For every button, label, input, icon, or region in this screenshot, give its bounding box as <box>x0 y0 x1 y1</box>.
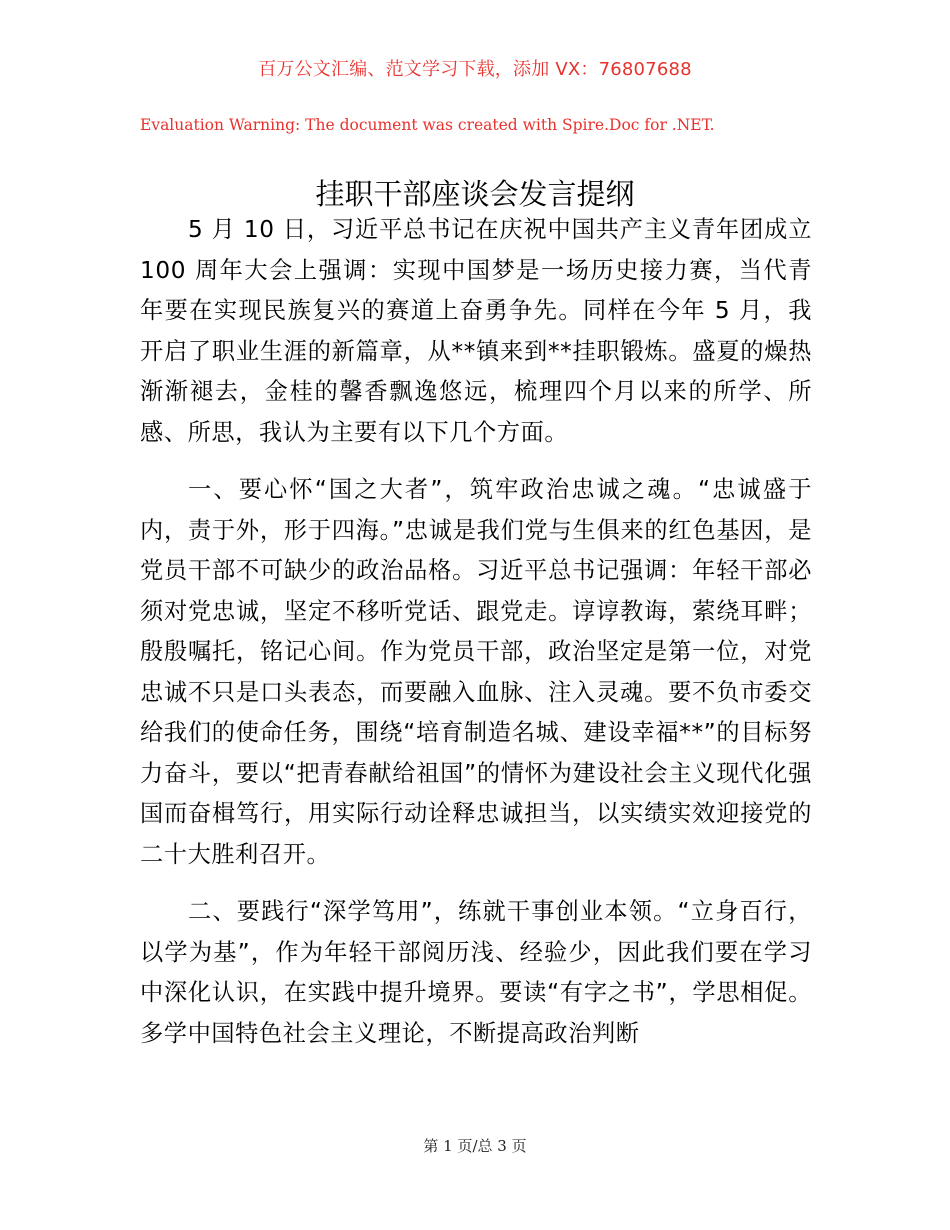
evaluation-warning: Evaluation Warning: The document was created with Spire.Doc for .NET. <box>140 116 715 134</box>
document-body <box>140 210 812 1071</box>
page-indicator: 第 1 页/总 3 页 <box>423 1137 527 1155</box>
paragraph-section-one: 一、要心怀“国之大者”，筑牢政治忠诚之魂。“忠诚盛于内，责于外，形于四海。”忠诚是我们党与生俱来的红色基因，是党员干部不可缺少的政治品格。习近平总书记强调：年轻干部必须对党忠诚，坚定不移听党话、跟党走。谆谆教诲，萦绕耳畔；殷殷嘱托，铭记心间。作为党员干部，政治坚定是第一位，对党忠诚不只是口头表态，而要融入血脉、注入灵魂。要不负市委交给我们的使命任务，围绕“培育制造名城、建设幸福**”的目标努力奋斗，要以“把青春献给祖国”的情怀为建设社会主义现代化强国而奋楫笃行，用实际行动诠释忠诚担当，以实绩实效迎接党的二十大胜利召开。 <box>140 476 812 868</box>
paragraph-intro: 5 月 10 日，习近平总书记在庆祝中国共产主义青年团成立 100 周年大会上强调：实现中国梦是一场历史接力赛，当代青年要在实现民族复兴的赛道上奋勇争先。同样在今年 5 月，我开启了职业生涯的新篇章，从**镇来到**挂职锻炼。盛夏的燥热渐渐褪去，金桂的馨香飘逸悠远，梳理四个月以来的所学、所感、所思，我认为主要有以下几个方面。 <box>140 216 812 446</box>
paragraph-section-two: 二、要践行“深学笃用”，练就干事创业本领。“立身百行，以学为基”，作为年轻干部阅历浅、经验少，因此我们要在学习中深化认识，在实践中提升境界。要读“有字之书”，学思相促。多学中国特色社会主义理论，不断提高政治判断 <box>140 898 812 1047</box>
header-banner: 百万公文汇编、范文学习下载，添加 VX：76807688 <box>258 59 692 80</box>
document-title: 挂职干部座谈会发言提纲 <box>315 177 635 212</box>
